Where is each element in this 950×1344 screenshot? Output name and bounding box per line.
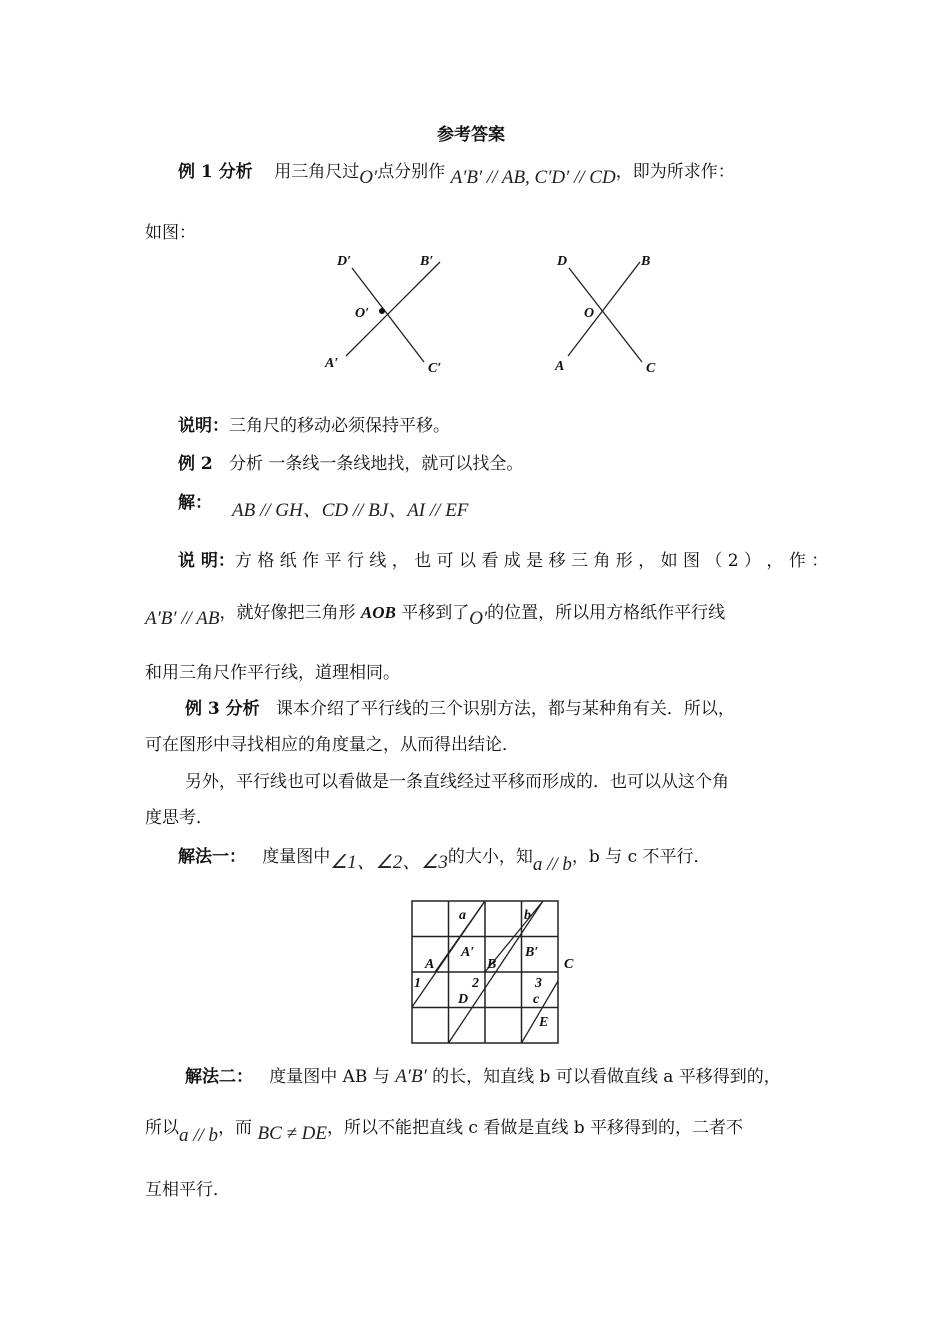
- label-d-prime: D′: [337, 254, 352, 269]
- ex2-text-d1: ，就好像把三角形: [219, 603, 361, 623]
- ex3-text-4: 度思考．: [145, 808, 213, 828]
- grid-label-big-b: B: [487, 957, 497, 972]
- ex2-note-label: 说 明：: [178, 551, 235, 571]
- ex3-text-3: 另外，平行线也可以看做是一条直线经过平移而形成的．也可以从这个角: [185, 772, 729, 792]
- ex2-math-o: O′: [469, 608, 488, 629]
- ex3-sol2-e: ，所以不能把直线 c 看做是直线 b 平移得到的，二者不: [327, 1118, 744, 1138]
- ex3-sol2-m1: A′B′: [395, 1066, 427, 1087]
- grid-label-angle-2: 2: [472, 976, 479, 991]
- label-c-prime: C′: [428, 361, 442, 376]
- label-a: A: [555, 359, 565, 374]
- figure-1-left: [324, 254, 441, 376]
- ex2-aob: AOB: [360, 603, 396, 622]
- figure-2-grid: [405, 895, 585, 1050]
- grid-label-big-a: A: [425, 957, 435, 972]
- ex3-sol2-m2: a // b: [179, 1125, 219, 1146]
- ex1-label: 例 1 分析: [178, 162, 253, 182]
- ex1-text-b: 点分别作: [377, 162, 446, 182]
- ex2-math-parallel: A′B′ // AB: [145, 608, 220, 629]
- ex2-label: 例 2: [178, 454, 213, 474]
- grid-label-c-small: c: [533, 992, 540, 1007]
- ex3-sol2-c: 所以: [145, 1118, 179, 1138]
- grid-label-b: b: [524, 908, 531, 923]
- ex3-line-1: [185, 694, 735, 719]
- ex3-sol1-label: 解法一：: [178, 847, 246, 867]
- grid-label-a-prime: A′: [461, 945, 475, 960]
- ex1-note: [178, 411, 450, 436]
- grid-label-b-prime: B′: [525, 945, 539, 960]
- grid-label-big-c: C: [564, 957, 574, 972]
- ex3-label: 例 3 分析: [185, 699, 260, 719]
- ex3-text-2: 可在图形中寻找相应的角度量之，从而得出结论．: [145, 735, 519, 755]
- ex3-sol2-b: 的长，知直线 b 可以看做直线 a 平移得到的，: [426, 1067, 781, 1087]
- label-o-prime: O′: [355, 306, 370, 321]
- ex2-text-e: 和用三角尺作平行线，道理相同。: [145, 663, 400, 683]
- ex1-text-a: 用三角尺过: [274, 162, 360, 182]
- ex3-sol1-math: a // b: [532, 854, 572, 875]
- ex2-solution-label: 解：: [178, 493, 212, 513]
- ex3-sol2-m3: BC ≠ DE: [257, 1123, 328, 1144]
- ex1-math-o: O′: [359, 167, 378, 188]
- ex2-note-text: 方 格 纸 作 平 行 线 ， 也 可 以 看 成 是 移 三 角 形 ， 如 图 （ 2 ） ， 作 ：: [234, 551, 829, 571]
- ex1-fig-intro: 如图：: [145, 223, 196, 243]
- ex3-sol2-label: 解法二：: [185, 1067, 253, 1087]
- ex1-math-parallel: A′B′ // AB, C′D′ // CD: [450, 167, 616, 188]
- ex3-sol2-d: ，而: [218, 1118, 253, 1138]
- ex3-sol1-angles: ∠1、∠2、∠3: [330, 852, 448, 873]
- ex2-text: 分析 一条线一条线地找，就可以找全。: [228, 454, 524, 474]
- ex2-text-d3: 的位置，所以用方格纸作平行线: [487, 603, 726, 623]
- line-d-c: [569, 268, 642, 362]
- ex3-text-1: 课本介绍了平行线的三个识别方法，都与某种角有关．所以，: [275, 699, 735, 719]
- ex3-sol1-c: ，b 与 c 不平行．: [571, 847, 711, 867]
- label-c: C: [646, 361, 656, 376]
- ex2-text-d2: 平移到了: [395, 603, 470, 623]
- ex1-text-c: ，即为所求作：: [615, 162, 735, 182]
- label-d: D: [557, 254, 568, 269]
- ex2-solution-math: AB // GH、CD // BJ、AI // EF: [232, 500, 469, 521]
- grid-label-a: a: [459, 908, 466, 923]
- page-title: 参考答案: [437, 125, 505, 145]
- label-o: O: [584, 306, 595, 321]
- label-b-prime: B′: [420, 254, 434, 269]
- grid-label-angle-1: 1: [414, 976, 421, 991]
- grid-label-angle-3: 3: [535, 976, 542, 991]
- ex1-note-text: 三角尺的移动必须保持平移。: [229, 416, 450, 436]
- ex2-note-line-2: [145, 598, 726, 629]
- ex1-note-label: 说明：: [178, 416, 229, 436]
- ex3-sol1-line: [178, 841, 711, 875]
- ex3-sol2-line: [185, 1062, 781, 1088]
- point-o-prime: [379, 308, 385, 314]
- figure-1: [300, 240, 700, 390]
- ex1-line: [178, 157, 735, 188]
- grid-label-d: D: [458, 992, 469, 1007]
- figure-1-right: [554, 254, 656, 376]
- grid-label-e: E: [539, 1015, 549, 1030]
- label-b: B: [641, 254, 651, 269]
- label-a-prime: A′: [325, 356, 339, 371]
- ex2-line: [178, 449, 523, 474]
- ex3-sol2-line-2: [145, 1113, 744, 1146]
- line-a-b: [568, 262, 640, 356]
- ex2-note-line: [178, 546, 828, 571]
- ex3-sol2-a: 度量图中 AB 与: [269, 1067, 396, 1087]
- ex3-sol1-a: 度量图中: [262, 847, 331, 867]
- ex3-sol2-f: 互相平行．: [145, 1180, 230, 1200]
- ex3-sol1-b: 的大小，知: [447, 847, 533, 867]
